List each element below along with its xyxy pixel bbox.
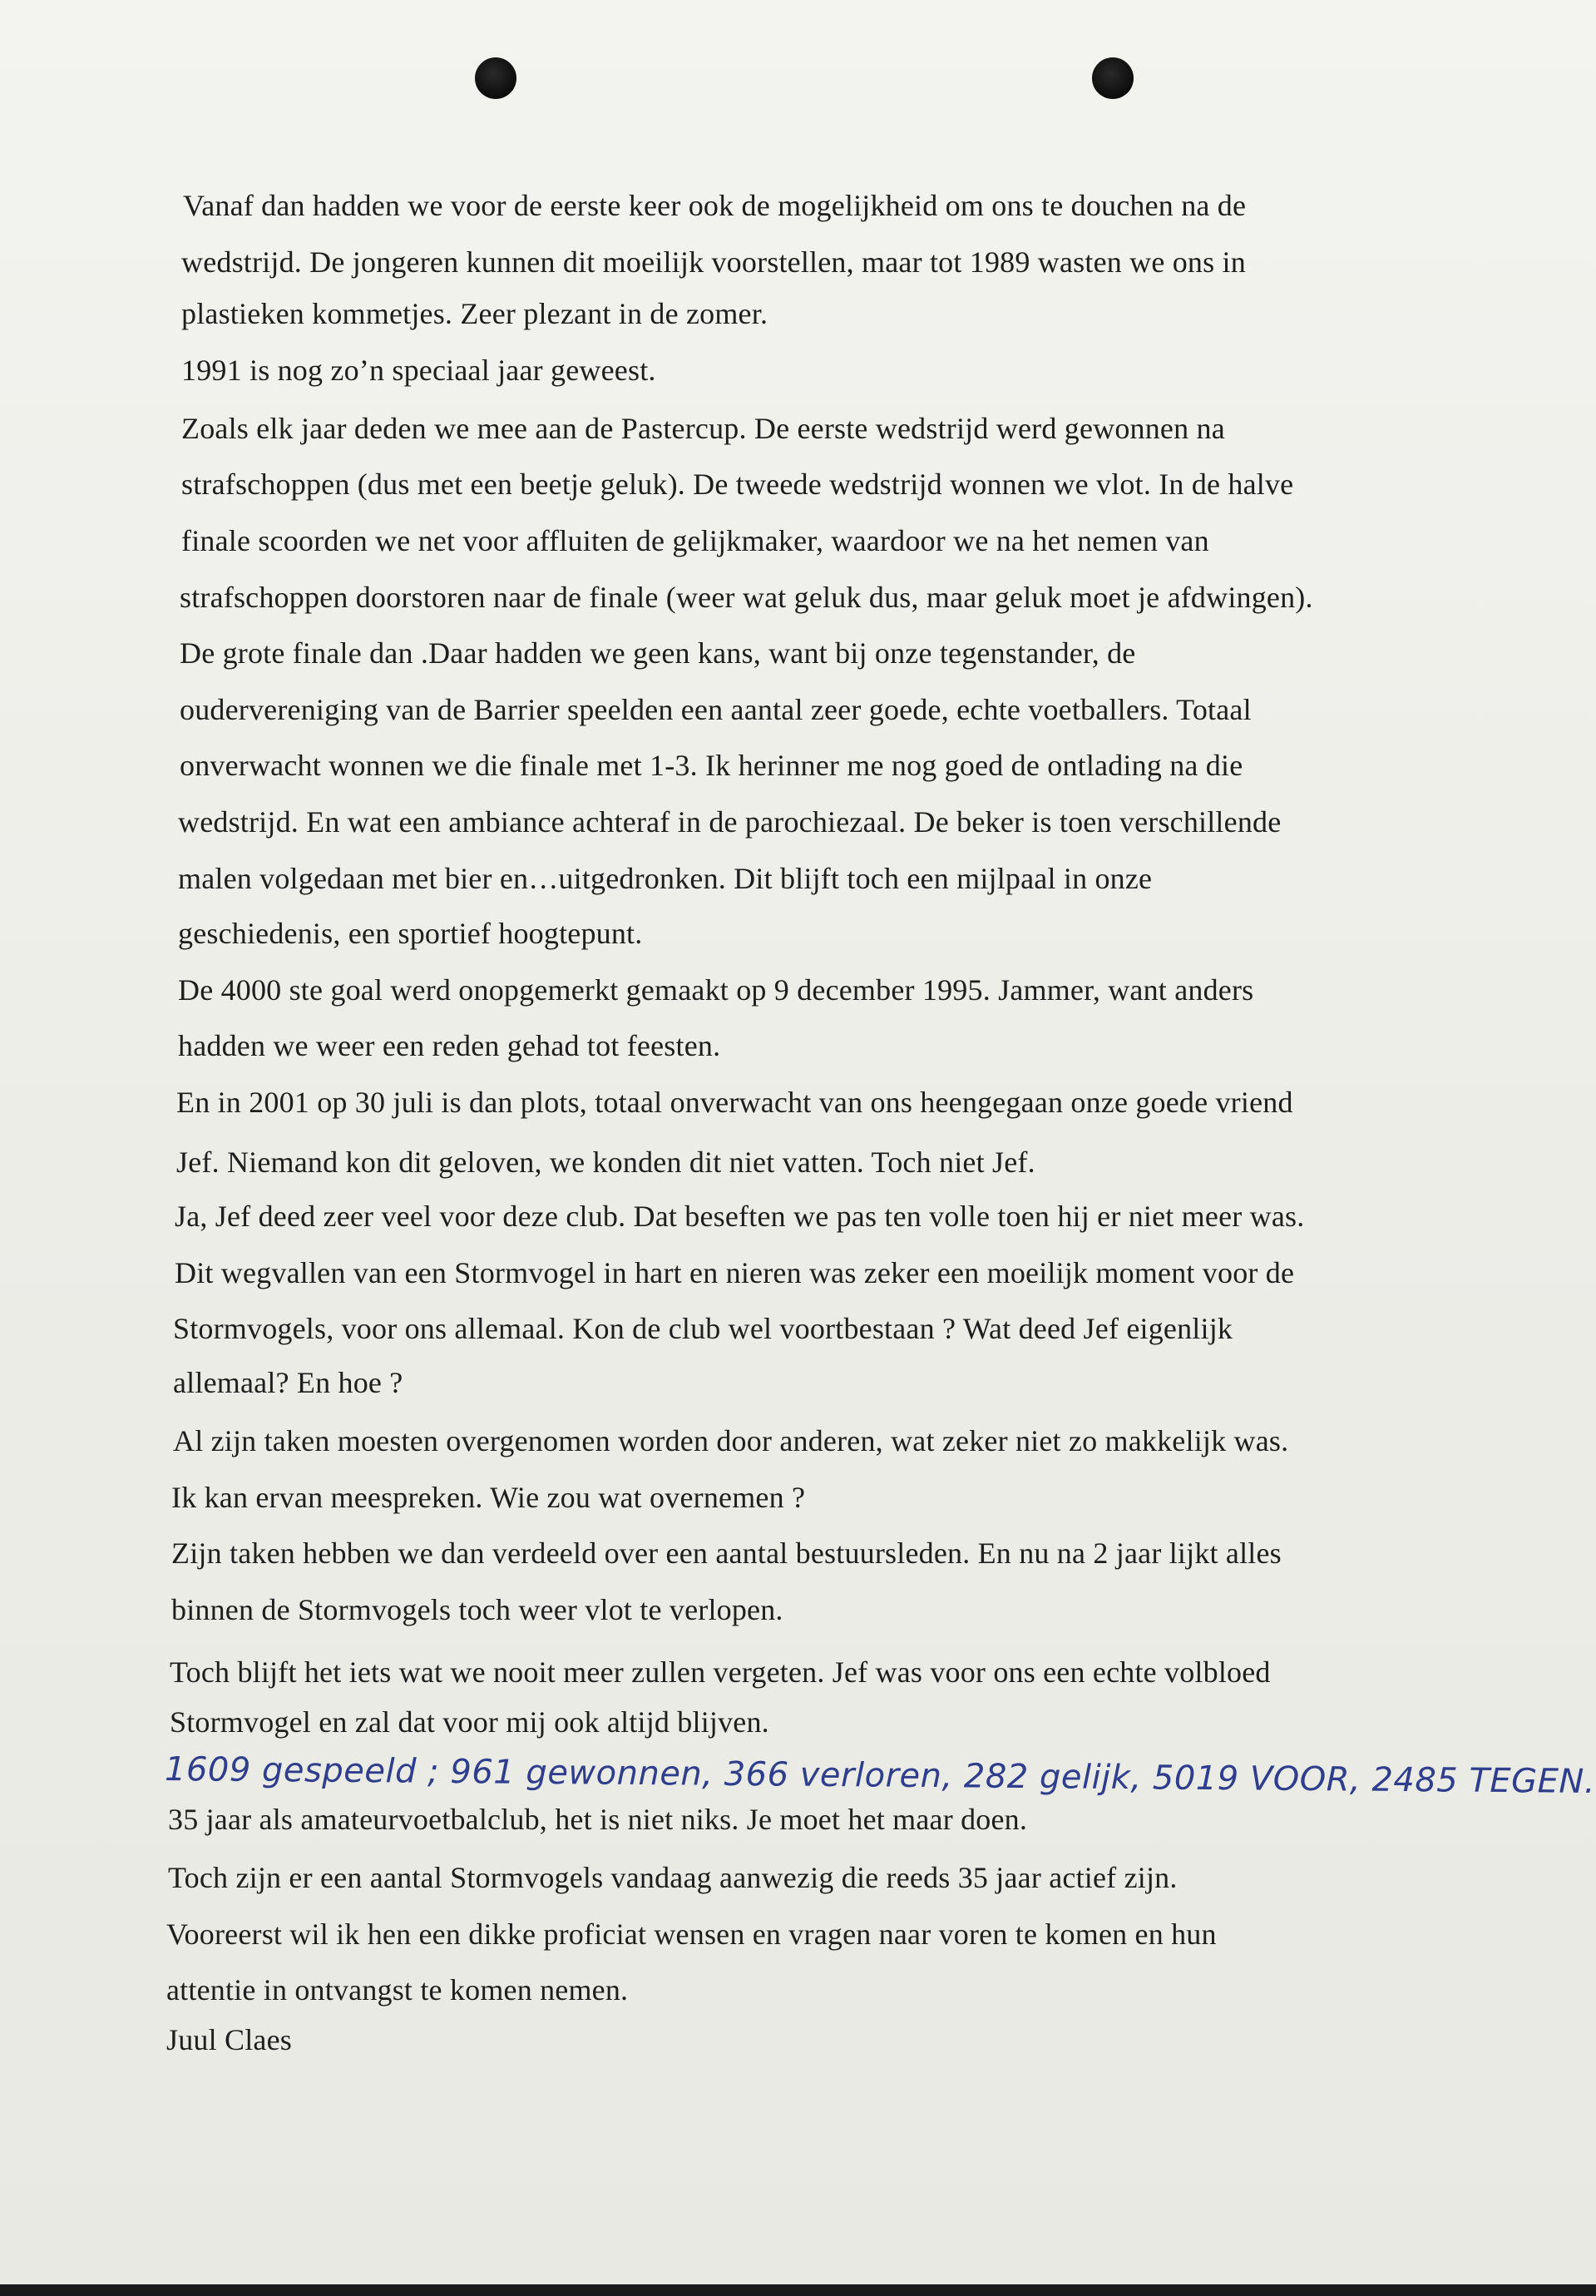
text-line: plastieken kommetjes. Zeer plezant in de zomer. bbox=[181, 297, 768, 330]
text-line: hadden we weer een reden gehad tot feesten. bbox=[178, 1029, 721, 1062]
text-line: strafschoppen (dus met een beetje geluk). De tweede wedstrijd wonnen we vlot. In de halve bbox=[181, 468, 1294, 501]
text-line: De 4000 ste goal werd onopgemerkt gemaakt op 9 december 1995. Jammer, want anders bbox=[178, 973, 1254, 1007]
scan-edge bbox=[0, 2284, 1596, 2296]
text-line: malen volgedaan met bier en…uitgedronken. Dit blijft toch een mijlpaal in onze bbox=[178, 862, 1153, 895]
text-line: Jef. Niemand kon dit geloven, we konden dit niet vatten. Toch niet Jef. bbox=[176, 1146, 1035, 1179]
text-line: 35 jaar als amateurvoetbalclub, het is niet niks. Je moet het maar doen. bbox=[168, 1803, 1028, 1836]
text-line: Vanaf dan hadden we voor de eerste keer ook de mogelijkheid om ons te douchen na de bbox=[183, 189, 1247, 222]
text-line: 1991 is nog zo’n speciaal jaar geweest. bbox=[181, 354, 656, 387]
text-line: oudervereniging van de Barrier speelden een aantal zeer goede, echte voetballers. Totaal bbox=[180, 693, 1252, 726]
text-line: Toch zijn er een aantal Stormvogels vandaag aanwezig die reeds 35 jaar actief zijn. bbox=[168, 1861, 1178, 1894]
text-line: finale scoorden we net voor affluiten de gelijkmaker, waardoor we na het nemen van bbox=[181, 524, 1209, 557]
text-line: strafschoppen doorstoren naar de finale (weer wat geluk dus, maar geluk moet je afdwingen). bbox=[180, 581, 1313, 614]
text-line: Al zijn taken moesten overgenomen worden door anderen, wat zeker niet zo makkelijk was. bbox=[173, 1424, 1289, 1457]
text-line: De grote finale dan .Daar hadden we geen kans, want bij onze tegenstander, de bbox=[180, 636, 1136, 670]
text-line: wedstrijd. En wat een ambiance achteraf in de parochiezaal. De beker is toen verschillende bbox=[178, 805, 1282, 839]
text-line: onverwacht wonnen we die finale met 1-3. Ik herinner me nog goed de ontlading na die bbox=[180, 749, 1243, 782]
text-line: En in 2001 op 30 juli is dan plots, totaal onverwacht van ons heengegaan onze goede vriend bbox=[176, 1086, 1293, 1119]
text-line: geschiedenis, een sportief hoogtepunt. bbox=[178, 917, 643, 950]
text-line: attentie in ontvangst te komen nemen. bbox=[166, 1973, 629, 2007]
handwritten-annotation: 1609 gespeeld ; 961 gewonnen, 366 verloren, 282 gelijk, 5019 VOOR, 2485 TEGEN. bbox=[164, 1750, 1596, 1802]
text-line: allemaal? En hoe ? bbox=[173, 1366, 403, 1399]
text-line: Dit wegvallen van een Stormvogel in hart en nieren was zeker een moeilijk moment voor de bbox=[175, 1256, 1295, 1289]
signature-name: Juul Claes bbox=[166, 2023, 292, 2056]
text-line: Ja, Jef deed zeer veel voor deze club. Dat beseften we pas ten volle toen hij er niet meer was. bbox=[175, 1200, 1305, 1233]
text-line: Vooreerst wil ik hen een dikke proficiat wensen en vragen naar voren te komen en hun bbox=[166, 1917, 1217, 1951]
text-line: Zoals elk jaar deden we mee aan de Pastercup. De eerste wedstrijd werd gewonnen na bbox=[181, 412, 1225, 445]
text-line: Toch blijft het iets wat we nooit meer zullen vergeten. Jef was voor ons een echte volbloed bbox=[170, 1655, 1271, 1689]
text-line: Ik kan ervan meespreken. Wie zou wat overnemen ? bbox=[171, 1481, 806, 1514]
text-line: Stormvogels, voor ons allemaal. Kon de club wel voortbestaan ? Wat deed Jef eigenlijk bbox=[173, 1312, 1233, 1345]
text-line: binnen de Stormvogels toch weer vlot te verlopen. bbox=[171, 1593, 783, 1626]
text-line: wedstrijd. De jongeren kunnen dit moeilijk voorstellen, maar tot 1989 wasten we ons in bbox=[181, 245, 1246, 279]
text-line: Zijn taken hebben we dan verdeeld over een aantal bestuursleden. En nu na 2 jaar lijkt alles bbox=[171, 1536, 1282, 1570]
text-line: Stormvogel en zal dat voor mij ook altijd blijven. bbox=[170, 1705, 769, 1739]
